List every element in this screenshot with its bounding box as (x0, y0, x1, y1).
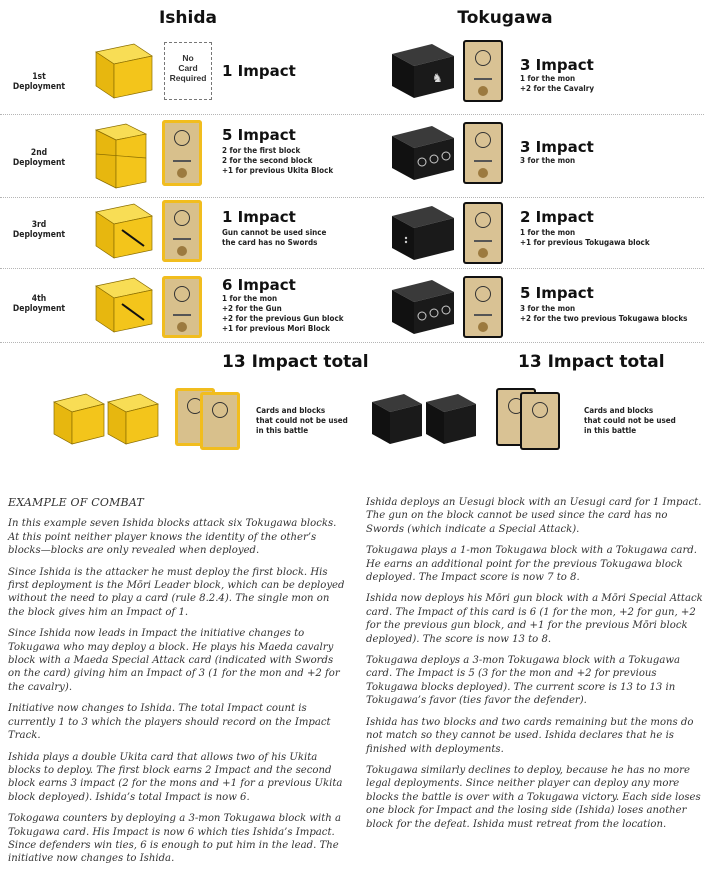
row-separator (0, 197, 704, 198)
row-separator (0, 342, 704, 343)
tokugawa-total: 13 Impact total (518, 352, 665, 372)
no-card-required-box: No Card Required (164, 42, 212, 100)
paragraph: Ishida has two blocks and two cards remaining but the mons do not match so they cannot be used. Ishida declares that he is finished with deployments. (366, 716, 694, 755)
ishida-double-ukita-block-icon (88, 120, 158, 192)
ishida-impact-4-line-2: +2 for the Gun (222, 304, 282, 313)
paragraph: Since Ishida now leads in Impact the initiative changes to Tokugawa who may deploy a block. He plays his Maeda cavalry block with a Maeda Special Attack card (indicated with Swords on the card) giving him an Impact of 3 (1 for the mon and +2 for the cavalry). (8, 628, 340, 693)
ishida-unused-card-b (200, 392, 240, 450)
tokugawa-card-4 (463, 276, 503, 338)
ishida-impact-3-line-2: the card has no Swords (222, 238, 318, 247)
tokugawa-impact-3-line-2: +1 for previous Tokugawa block (520, 238, 650, 247)
ishida-impact-4-line-1: 1 for the mon (222, 294, 278, 303)
ishida-card-3 (162, 200, 202, 262)
ishida-impact-2-line-3: +1 for previous Ukita Block (222, 166, 334, 175)
paragraph: Tokugawa deploys a 3-mon Tokugawa block with a Tokugawa card. The Impact is 5 (3 for the mon and +2 for previous Tokugawa blocks deployed). The current score is 13 to 13 in Tokugawa’s favor (ties favor the defender). (366, 655, 681, 707)
paragraph: Ishida plays a double Ukita card that allows two of his Ukita blocks to deploy. The first block earns 2 Impact and the second block earns 3 impact (2 for the mons and +1 for a previous Ukita block deployed). Ishida’s total Impact is now 6. (8, 751, 343, 803)
tokugawa-three-mon-block-icon-2 (384, 276, 464, 338)
row-separator (0, 268, 704, 269)
ishida-card-4 (162, 276, 202, 338)
tokugawa-impact-2-line-1: 3 for the mon (520, 156, 576, 165)
row-separator (0, 114, 704, 115)
tokugawa-column-title: Tokugawa (457, 8, 553, 28)
paragraph: Since Ishida is the attacker he must deploy the first block. His first deployment is the Mōri Leader block, which can be deployed without the need to play a card (rule 8.2.4). The single mon on the block gives him an Impact of 1. (8, 566, 345, 618)
ishida-unused-blocks-icon (50, 390, 170, 450)
tokugawa-unused-card-b (520, 392, 560, 450)
ishida-uesugi-gun-block-icon (88, 200, 158, 262)
paragraph: Ishida now deploys his Mōri gun block with a Mōri Special Attack card. The Impact of this card is 6 (1 for the mon, +2 for gun, +2 for the previous gun block, and +1 for the previous Mōri block deployed). The score is now 13 to 8. (366, 593, 703, 645)
deployment-label-1: 1st Deployment (12, 72, 66, 92)
paragraph: Tokugawa similarly declines to deploy, because he has no more legal deployments. Since neither player can deploy any more blocks the battle is over with a Tokugawa victory. Each side loses one block for Impact and the losing side (Ishida) loses another block for the defeat. Ishida must retreat from the location. (366, 764, 701, 830)
tokugawa-impact-4: 5 Impact (520, 284, 594, 302)
tokugawa-impact-1-line-2: +2 for the Cavalry (520, 84, 595, 93)
ishida-yellow-block-icon (88, 40, 158, 102)
example-heading: EXAMPLE OF COMBAT (8, 496, 144, 509)
deployment-label-4: 4th Deployment (12, 294, 66, 314)
tokugawa-impact-4-line-2: +2 for the two previous Tokugawa blocks (520, 314, 688, 323)
paragraph: In this example seven Ishida blocks attack six Tokugawa blocks. At this point neither player knows the identity of the other’s blocks—blocks are only revealed when deployed. (8, 518, 337, 557)
example-text-left (8, 496, 346, 874)
ishida-mori-gun-block-icon (88, 274, 158, 336)
ishida-impact-3-line-1: Gun cannot be used since (222, 228, 327, 237)
ishida-card-2a (162, 120, 202, 186)
svg-text:♞: ♞ (432, 71, 443, 85)
ishida-unused-caption: Cards and blocks that could not be used in this battle (256, 406, 348, 435)
ishida-impact-1: 1 Impact (222, 62, 296, 80)
tokugawa-impact-2: 3 Impact (520, 138, 594, 156)
paragraph: Tokogawa counters by deploying a 3-mon Tokugawa block with a Tokugawa card. His Impact is now 6 which ties Ishida’s Impact. Since defenders win ties, 6 is enough to put him in the lead. The initiative now changes to Ishida. (8, 813, 342, 865)
ishida-impact-2-line-2: 2 for the second block (222, 156, 313, 165)
ishida-impact-4-line-4: +1 for previous Mori Block (222, 324, 330, 333)
ishida-impact-2: 5 Impact (222, 126, 296, 144)
example-text-right (366, 496, 704, 839)
deployment-label-2: 2nd Deployment (12, 148, 66, 168)
tokugawa-one-mon-block-icon (384, 202, 464, 264)
ishida-impact-3: 1 Impact (222, 208, 296, 226)
ishida-impact-2-line-1: 2 for the first block (222, 146, 301, 155)
tokugawa-unused-caption: Cards and blocks that could not be used in this battle (584, 406, 676, 435)
tokugawa-impact-1-line-1: 1 for the mon (520, 74, 576, 83)
tokugawa-card-3 (463, 202, 503, 264)
paragraph: Tokugawa plays a 1-mon Tokugawa block with a Tokugawa card. He earns an additional point for the previous Tokugawa block deployed. The Impact score is now 7 to 8. (366, 545, 697, 584)
ishida-column-title: Ishida (158, 8, 217, 28)
paragraph: Ishida deploys an Uesugi block with an Uesugi card for 1 Impact. The gun on the block cannot be used since the card has no Swords (which indicate a Special Attack). (366, 497, 702, 535)
paragraph: Initiative now changes to Ishida. The total Impact count is currently 1 to 3 which the players should record on the Impact Track. (8, 703, 331, 742)
ishida-total: 13 Impact total (222, 352, 369, 372)
ishida-impact-4-line-3: +2 for the previous Gun block (222, 314, 344, 323)
ishida-impact-4: 6 Impact (222, 276, 296, 294)
tokugawa-black-block-icon (384, 40, 464, 102)
tokugawa-impact-4-line-1: 3 for the mon (520, 304, 576, 313)
deployment-label-3: 3rd Deployment (12, 220, 66, 240)
tokugawa-card-1 (463, 40, 503, 102)
tokugawa-impact-1: 3 Impact (520, 56, 594, 74)
tokugawa-impact-3-line-1: 1 for the mon (520, 228, 576, 237)
tokugawa-unused-blocks-icon (368, 390, 488, 450)
tokugawa-card-2 (463, 122, 503, 184)
tokugawa-three-mon-block-icon (384, 122, 464, 184)
tokugawa-impact-3: 2 Impact (520, 208, 594, 226)
